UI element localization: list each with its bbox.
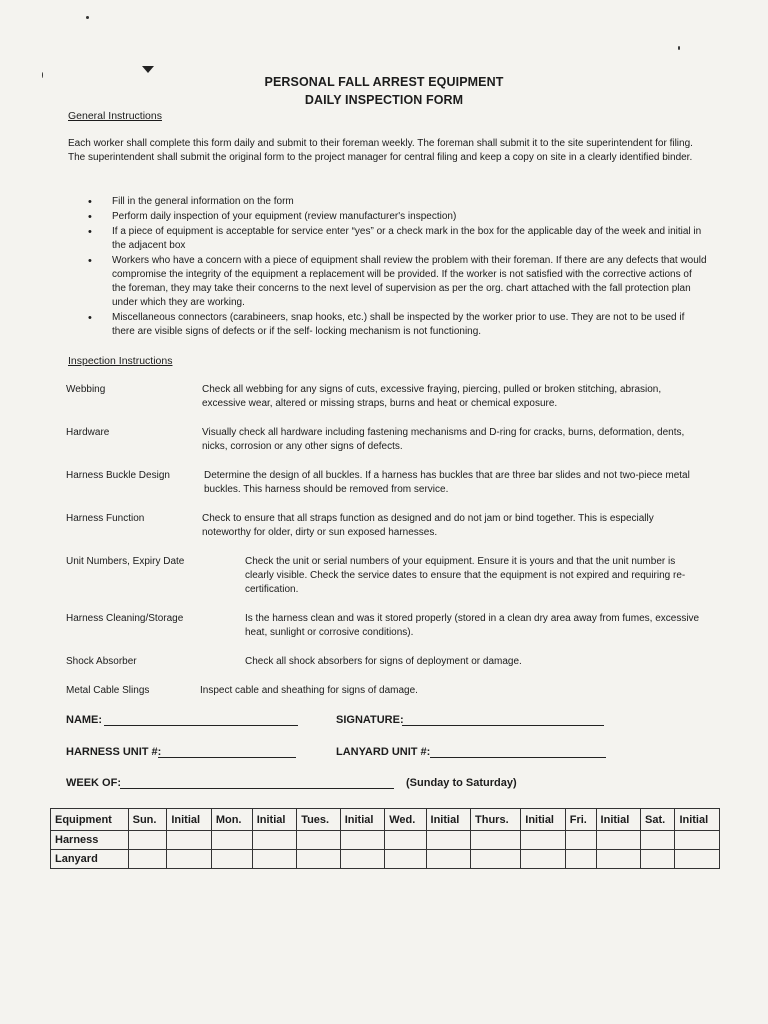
list-item: • Fill in the general information on the form <box>88 195 708 209</box>
form-title-line2: DAILY INSPECTION FORM <box>304 93 464 107</box>
table-cell[interactable] <box>211 831 252 850</box>
general-instructions-heading: General Instructions <box>68 110 162 122</box>
table-cell[interactable] <box>252 850 296 869</box>
table-cell[interactable] <box>596 831 640 850</box>
table-cell[interactable] <box>340 850 384 869</box>
name-field[interactable] <box>104 714 298 726</box>
table-header-cell: Wed. <box>385 809 426 831</box>
table-header-cell: Mon. <box>211 809 252 831</box>
signature-label: SIGNATURE: <box>336 714 404 726</box>
general-instructions-list <box>88 195 708 340</box>
inspection-item-text: Visually check all hardware including fastening mechanisms and D-ring for cracks, burns, deformation, dents, nicks, corrosion or any other signs of defects. <box>202 427 685 452</box>
inspection-item-label: Webbing <box>66 384 106 395</box>
table-cell[interactable] <box>675 850 720 869</box>
table-row <box>51 850 720 869</box>
table-header-cell: Fri. <box>565 809 596 831</box>
arrow-down-icon <box>142 66 154 73</box>
general-instructions-paragraph: Each worker shall complete this form daily and submit to their foreman weekly. The foreman shall submit it to the site superintendent for filing. The superintendent shall submit the original form to the project manager for central filing and keep a copy on site in a clearly identified binder. <box>68 138 693 163</box>
table-cell[interactable] <box>471 850 521 869</box>
table-cell[interactable] <box>426 850 470 869</box>
lanyard-unit-field[interactable] <box>430 746 606 758</box>
table-cell[interactable] <box>521 831 565 850</box>
table-cell[interactable] <box>211 850 252 869</box>
table-cell[interactable] <box>596 850 640 869</box>
table-cell[interactable] <box>385 850 426 869</box>
inspection-item-text: Check all shock absorbers for signs of deployment or damage. <box>245 656 522 667</box>
equipment-cell: Lanyard <box>51 850 129 869</box>
inspection-item-label: Shock Absorber <box>66 656 137 667</box>
table-cell[interactable] <box>641 850 675 869</box>
table-cell[interactable] <box>167 850 211 869</box>
equipment-cell: Harness <box>51 831 129 850</box>
list-item: • If a piece of equipment is acceptable for service enter “yes” or a check mark in the box for the applicable day of the week and initial in the adjacent box <box>88 225 708 253</box>
inspection-item-text: Inspect cable and sheathing for signs of damage. <box>200 685 418 696</box>
table-header-cell: Initial <box>521 809 565 831</box>
table-cell[interactable] <box>297 850 341 869</box>
inspection-item-label: Unit Numbers, Expiry Date <box>66 556 185 567</box>
inspection-item-text: Check all webbing for any signs of cuts, excessive fraying, piercing, pulled or broken stitching, abrasion, excessive wear, altered or missing straps, burns and heat or chemical exposure. <box>202 384 662 409</box>
table-header-cell: Equipment <box>51 809 129 831</box>
table-header-cell: Initial <box>167 809 211 831</box>
scan-speck <box>678 46 680 50</box>
inspection-item-label: Harness Cleaning/Storage <box>66 613 184 624</box>
table-cell[interactable] <box>128 831 167 850</box>
inspection-item-text: Check to ensure that all straps function as designed and do not jam or bind together. This is especially noteworthy for older, dirty or sun exposed harnesses. <box>202 513 654 538</box>
table-header-cell: Initial <box>426 809 470 831</box>
inspection-item-label: Metal Cable Slings <box>66 685 150 696</box>
table-header-cell: Sat. <box>641 809 675 831</box>
harness-unit-field[interactable] <box>158 746 296 758</box>
inspection-item-text: Check the unit or serial numbers of your equipment. Ensure it is yours and that the unit number is clearly visible. Check the service dates to ensure that the equipment is not expired and requiring re-certification. <box>245 556 686 595</box>
table-header-cell: Initial <box>675 809 720 831</box>
table-cell[interactable] <box>641 831 675 850</box>
week-of-label: WEEK OF: <box>66 777 121 789</box>
table-header-row <box>51 809 720 831</box>
scan-speck <box>86 16 89 19</box>
table-cell[interactable] <box>167 831 211 850</box>
harness-unit-label: HARNESS UNIT #: <box>66 746 162 758</box>
table-cell[interactable] <box>252 831 296 850</box>
table-cell[interactable] <box>385 831 426 850</box>
list-item: • Perform daily inspection of your equipment (review manufacturer's inspection) <box>88 210 708 224</box>
inspection-item-text: Determine the design of all buckles. If a harness has buckles that are three bar slides and not two-piece metal buckles. This harness should be removed from service. <box>204 470 690 495</box>
table-header-cell: Initial <box>252 809 296 831</box>
daily-inspection-table <box>50 808 720 869</box>
table-cell[interactable] <box>521 850 565 869</box>
table-row <box>51 831 720 850</box>
table-cell[interactable] <box>565 831 596 850</box>
name-label: NAME: <box>66 714 103 726</box>
table-header-cell: Initial <box>596 809 640 831</box>
table-cell[interactable] <box>426 831 470 850</box>
table-cell[interactable] <box>128 850 167 869</box>
list-item: • Miscellaneous connectors (carabineers, snap hooks, etc.) shall be inspected by the worker prior to use. They are not to be used if there are visible signs of defects or if the self- locking mechanism is not functioning. <box>88 311 708 339</box>
form-title-line1: PERSONAL FALL ARREST EQUIPMENT <box>264 75 504 89</box>
inspection-instructions-heading: Inspection Instructions <box>68 355 173 367</box>
table-header-cell: Initial <box>340 809 384 831</box>
inspection-item-label: Harness Buckle Design <box>66 470 170 481</box>
table-cell[interactable] <box>340 831 384 850</box>
lanyard-unit-label: LANYARD UNIT #: <box>336 746 431 758</box>
week-of-field[interactable] <box>120 777 394 789</box>
inspection-item-label: Harness Function <box>66 513 145 524</box>
table-header-cell: Sun. <box>128 809 167 831</box>
table-header-cell: Tues. <box>297 809 341 831</box>
list-item: • Workers who have a concern with a piece of equipment shall review the problem with their foreman. If there are any defects that would compromise the integrity of the equipment a replacement will be provided. If the worker is not satisfied with the corrective actions of the foreman, they may take their concerns to the next level of supervision as per the org. chart attached with the fall protection plan under which they are working. <box>88 254 708 310</box>
table-cell[interactable] <box>565 850 596 869</box>
table-header-cell: Thurs. <box>471 809 521 831</box>
table-cell[interactable] <box>675 831 720 850</box>
table-cell[interactable] <box>297 831 341 850</box>
signature-field[interactable] <box>402 714 604 726</box>
table-cell[interactable] <box>471 831 521 850</box>
week-range-note: (Sunday to Saturday) <box>406 777 517 789</box>
inspection-item-text: Is the harness clean and was it stored properly (stored in a clean dry area away from fumes, excessive heat, sunlight or corrosive conditions). <box>245 613 700 638</box>
inspection-item-label: Hardware <box>66 427 110 438</box>
